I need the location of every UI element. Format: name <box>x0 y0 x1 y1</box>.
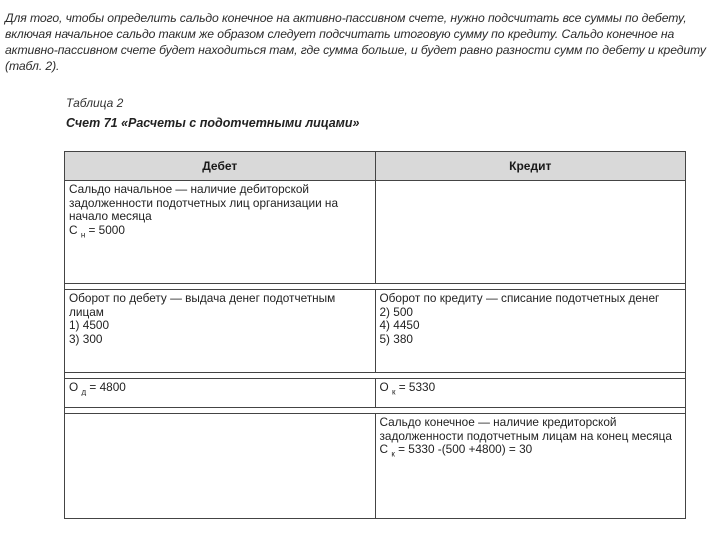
list-item: 2) 500 <box>379 304 413 319</box>
list-item: 1) 4500 <box>69 318 110 332</box>
intro-paragraph: Для того, чтобы определить сальдо конечное на активно-пассивном счете, нужно подсчитать все суммы по дебету, включая начальное сальдо таким же образом следует подсчитать итоговую сумму по кредиту. Сальдо конечное на активно-пассивном счете будет находиться там, где сумма больше, и будет равно разности сумм по дебету и кредиту (табл. 2). <box>5 11 706 73</box>
totals-row <box>65 379 686 408</box>
opening-credit-cell <box>375 181 686 284</box>
closing-credit-cell <box>375 414 686 519</box>
turnover-credit-title: Оборот по кредиту — списание подотчетных денег <box>379 291 660 305</box>
list-item: 5) 380 <box>379 331 413 346</box>
opening-debit-value: С $_н$ = 5000 <box>69 222 125 239</box>
turnover-debit-cell <box>65 290 376 373</box>
debit-header: Дебет <box>65 152 376 181</box>
account-table <box>64 151 686 519</box>
debit-total-cell: О $_д$ = 4800 <box>65 379 376 408</box>
turnover-row <box>65 290 686 373</box>
table-caption: Таблица 2 <box>66 96 124 110</box>
opening-debit-cell <box>65 181 376 284</box>
closing-debit-cell <box>65 414 376 519</box>
credit-header: Кредит <box>375 152 686 181</box>
closing-credit-text: Сальдо конечное — наличие кредиторской задолженности подотчетным лицам на конец месяца <box>379 415 672 443</box>
opening-balance-row <box>65 181 686 284</box>
list-item: 4) 4450 <box>379 318 420 332</box>
turnover-credit-cell <box>375 290 686 373</box>
closing-credit-value: С $_к$ = 5330 -(500 +4800) = 30 <box>379 442 533 459</box>
credit-total-cell: О $_к$ = 5330 <box>375 379 686 408</box>
header-row <box>65 152 686 181</box>
closing-balance-row <box>65 414 686 519</box>
table-title: Счет 71 «Расчеты с подотчетными лицами» <box>66 116 360 130</box>
turnover-debit-title: Оборот по дебету — выдача денег подотчетным лицам <box>69 291 336 319</box>
opening-debit-text: Сальдо начальное — наличие дебиторской задолженности подотчетных лиц организации на начало месяца <box>69 182 339 223</box>
list-item: 3) 300 <box>69 331 103 346</box>
